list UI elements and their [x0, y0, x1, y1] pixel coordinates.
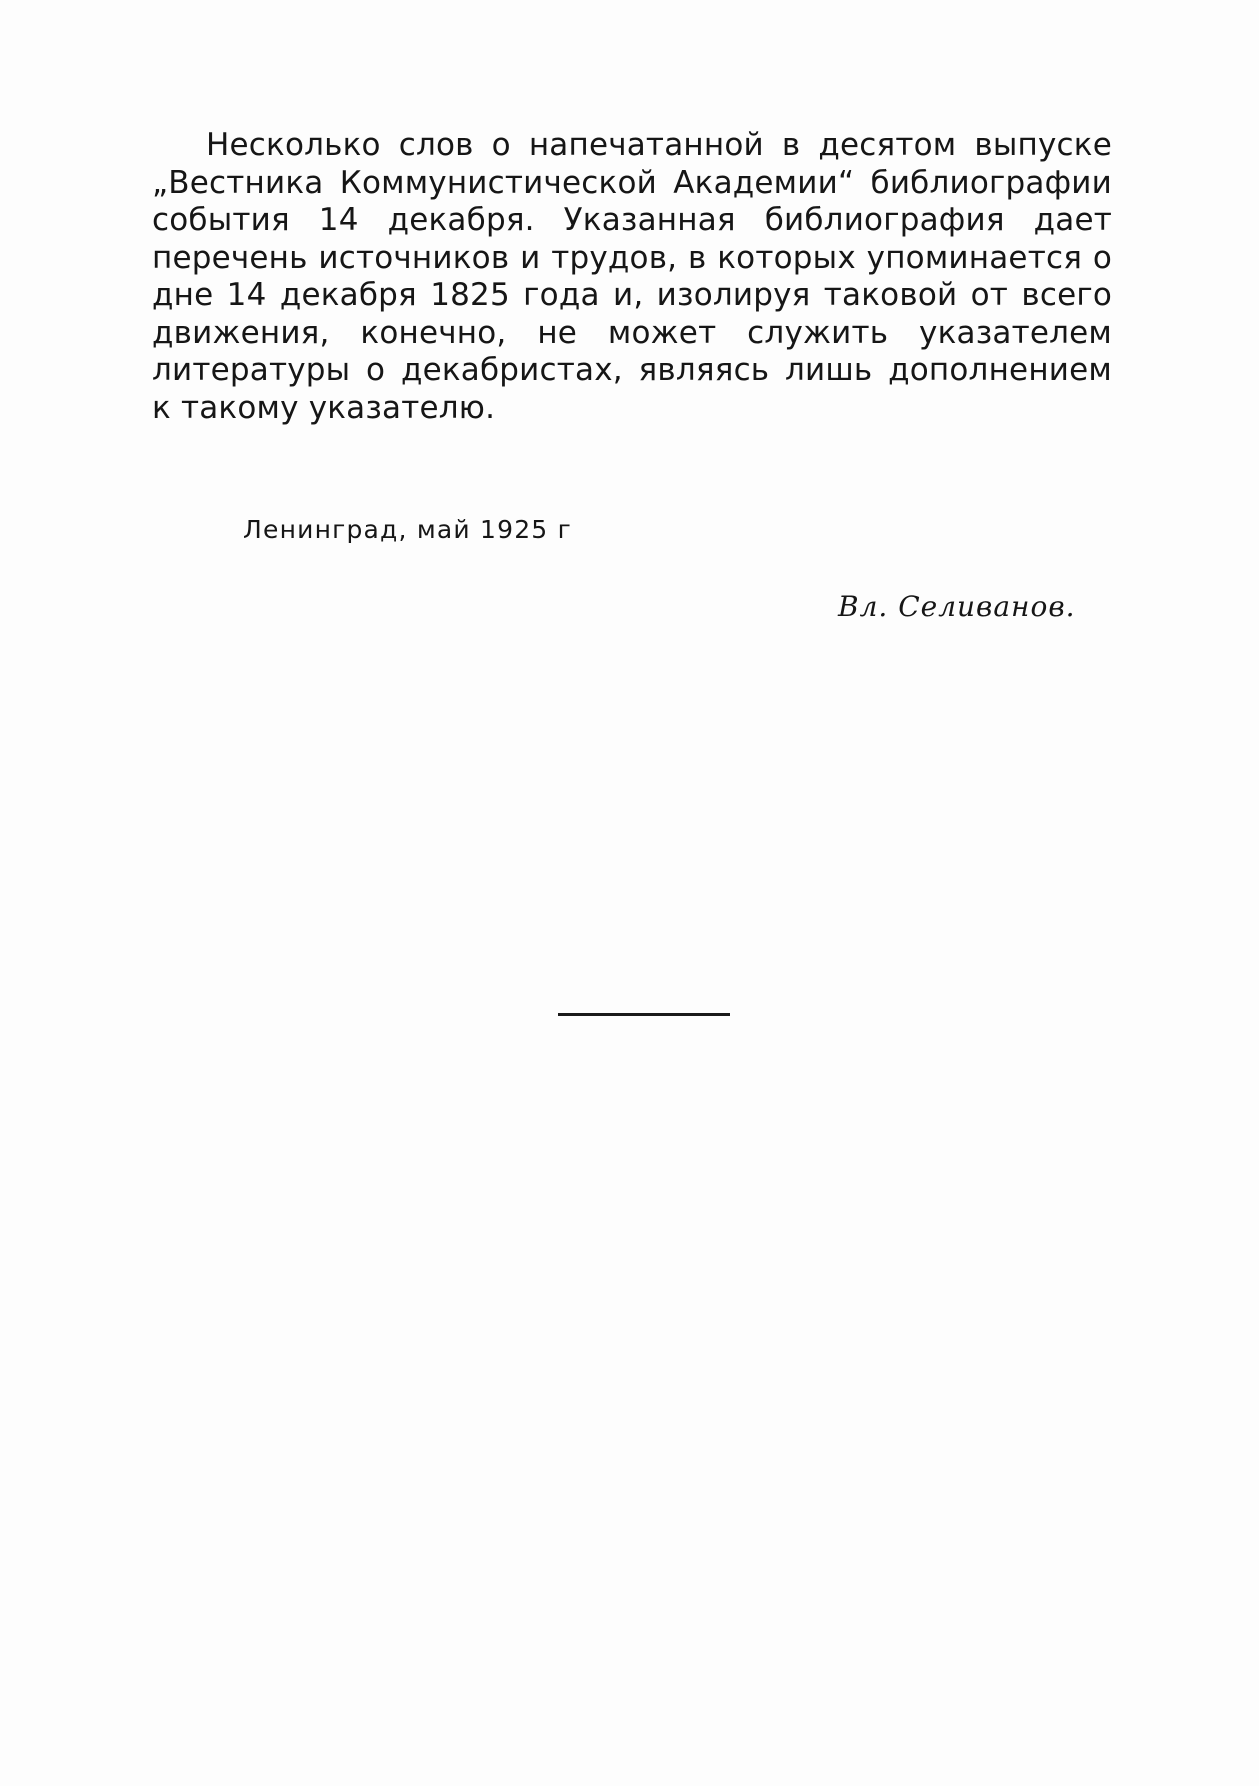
body-paragraph: Несколько слов о напечатанной в десятом выпуске „Вестника Коммунистической Академии“ библиографии события 14 декабря. Указанная библиография дает перечень источников и трудов, в которых упоминается о дне 14 декабря 1825 года и, изолируя таковой от всего движения, конечно, не может служить указателем литературы о декабристах, являясь лишь дополнением к такому указателю. — [152, 127, 1112, 426]
dateline: Ленинград, май 1925 г — [243, 515, 572, 544]
author-signature: Вл. Селиванов. — [838, 590, 1076, 623]
end-rule-divider — [558, 1013, 730, 1016]
